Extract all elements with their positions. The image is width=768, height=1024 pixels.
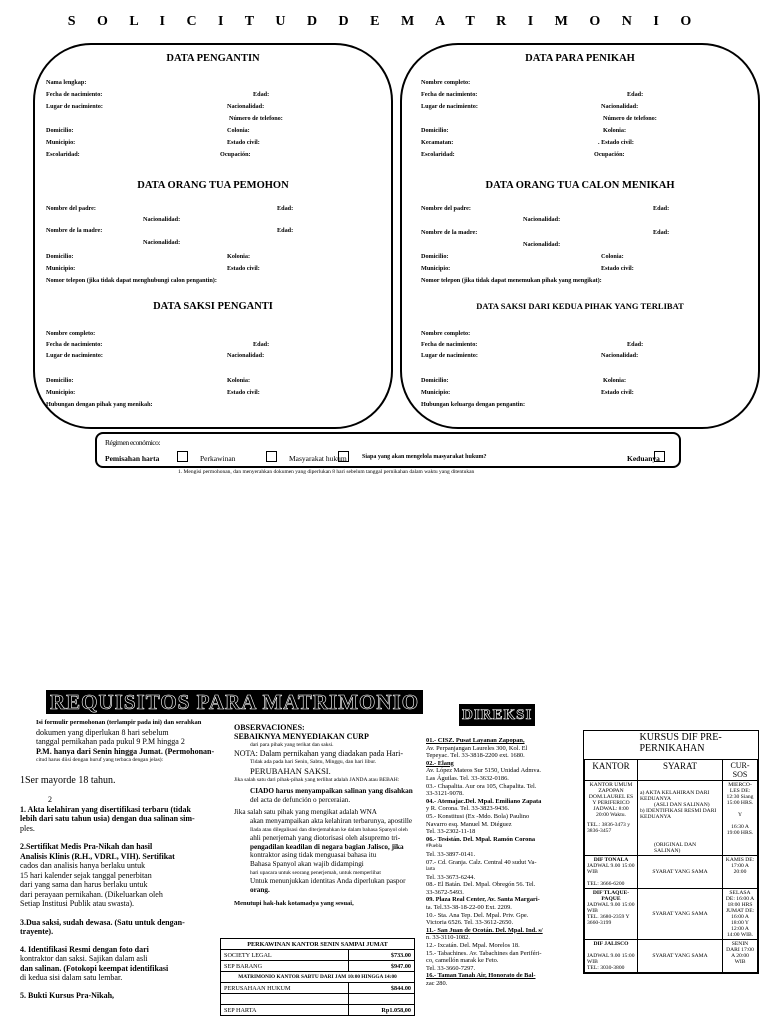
kursus-office-name: DIF TONALA — [593, 857, 629, 863]
price-row — [221, 1004, 414, 1015]
price-name: SEP HARTA — [221, 1005, 349, 1015]
req-line: cados dan analisis hanya berlaku untuk — [20, 861, 146, 870]
obs-line: CIADO harus menyampaikan salinan yang disahkan — [250, 787, 413, 796]
dir-line: Victoria 6526. Tel. 33-3612-2650. — [426, 919, 514, 927]
dir-line: Tel. 33-3673-6244. — [426, 873, 476, 881]
req-line: dokumen yang diperlukan 8 hari sebelum — [36, 727, 169, 737]
field-label: Hubungan keluarga dengan pengantin: — [421, 401, 526, 408]
field-label: Nombre completo: — [421, 330, 471, 337]
right-form-panel — [400, 43, 760, 429]
field-label: Municipio: — [421, 265, 451, 272]
field-label: . Estado civil: — [598, 139, 634, 146]
directions-column — [426, 711, 568, 988]
field-label: Nombre completo: — [421, 79, 471, 86]
field-label: Colonia: — [227, 127, 250, 134]
field-label: Edad: — [253, 341, 270, 348]
kursus-schedule — [723, 781, 758, 856]
dir-line: larta — [426, 867, 435, 873]
kursus-office — [585, 856, 638, 889]
field-label: Kolonia: — [227, 377, 251, 384]
field-label: Estado civil: — [601, 389, 634, 396]
regime-option-label: Masyarakat hukum — [289, 454, 347, 463]
req-line: dari perayaan pernikahan. (Dikeluarkan oleh — [20, 889, 163, 899]
field-label: Edad: — [653, 205, 670, 212]
regime-option-label: Pemisahan harta — [105, 454, 160, 463]
req-line: 1Ser mayorde 18 tahun. — [20, 774, 116, 786]
price-name — [221, 994, 349, 1004]
req-line: 2 — [48, 795, 52, 804]
field-label: Nama lengkap: — [46, 79, 87, 86]
price-name: SEP BARANG — [221, 961, 349, 971]
req-line: 15 hari kalender sejak tanggal penerbitan — [20, 870, 152, 880]
req-line: trayente). — [20, 927, 54, 936]
price-row — [221, 982, 414, 993]
obs-line: akan menyampaikan akta kelahiran terbarunya, apostille — [250, 816, 413, 825]
kursus-req-line: a) AKTA KELAHIRAN DARI KEDUANYA — [640, 790, 710, 802]
price-value: $733.00 — [390, 951, 411, 959]
field-label: Kolonia: — [227, 253, 251, 260]
checkbox-keduanya[interactable] — [654, 451, 665, 462]
kursus-office — [585, 940, 638, 973]
dir-line: Tel. 33-3660-7297. — [426, 964, 476, 972]
field-label: Nacionalidad: — [227, 103, 265, 110]
section-heading-orang-tua: DATA ORANG TUA PEMOHON — [137, 180, 289, 191]
obs-line: kontraktor asing tidak menguasai bahasa itu — [250, 851, 377, 860]
observations-column — [234, 724, 424, 909]
field-label: Edad: — [627, 91, 644, 98]
kursus-office-hours: JADWAL 9.00 15:00 WIB — [587, 863, 635, 875]
dir-line: Av. Perpanjangan Laureles 300, Kol. El — [426, 744, 528, 752]
field-label: Kolonia: — [603, 377, 627, 384]
kursus-office — [585, 781, 638, 856]
field-label: Estado civil: — [227, 139, 260, 146]
field-label: Nombre de la madre: — [421, 229, 478, 236]
dir-line: 15.- Tabachines. Av. Tabachines dan Periféri- — [426, 949, 542, 957]
field-label: Nomor telepon (jika tidak dapat menemukan pihak yang mengikat): — [421, 277, 602, 284]
kursus-requirements: SYARAT YANG SAMA — [638, 856, 723, 889]
requirements-banner-text: REQUISITOS PARA MATRIMONIO — [50, 690, 420, 714]
field-label: Edad: — [653, 229, 670, 236]
field-label: Domicilio: — [46, 377, 74, 384]
field-label: Lugar de nacimiento: — [46, 352, 103, 359]
req-line: 5. Bukti Kursus Pra-Nikah, — [20, 990, 115, 1000]
kursus-office-name: KANTOR UMUM ZAPOPAN DOM.LAUREL ES Y PERIFERICO JADWAL: 8:00 20:00 Waktu. — [588, 782, 634, 818]
kursus-office-name: DIF JALISCO — [593, 941, 629, 947]
field-label: Colonia: — [601, 253, 624, 260]
req-line: citud harus diisi dengan huruf yang terbaca dengan jelas): — [36, 757, 164, 763]
field-label: Domicilio: — [421, 377, 449, 384]
dir-line: 04.- Atemajac.Del. Mpal. Emiliano Zapata — [426, 797, 542, 805]
section-heading-pengantin: DATA PENGANTIN — [166, 53, 260, 64]
field-label: Nacionalidad: — [523, 241, 561, 248]
field-label: Domicilio: — [46, 127, 74, 134]
field-label: Fecha de nacimiento: — [421, 341, 478, 348]
kursus-title: KURSUS DIF PRE-PERNIKAHAN — [639, 732, 722, 754]
obs-line: Untuk menunjukkan identitas Anda diperlukan paspor — [250, 877, 406, 886]
price-row — [221, 960, 414, 971]
field-label: Lugar de nacimiento: — [46, 103, 103, 110]
dir-line: Tepeyac. Tel. 33-3818-2200 ext. 1680. — [426, 752, 525, 760]
dir-line: y R. Corona. Tel. 33-3823-9436. — [426, 805, 510, 813]
field-label: Nacionalidad: — [143, 239, 181, 246]
field-label: Domicilio: — [46, 253, 74, 260]
obs-line: hari upacara untuk seorang penerjemah, untuk memperlihat — [250, 869, 381, 876]
dir-line: Tel. 33-3897-0141. — [426, 850, 476, 858]
req-line: 3.Dua saksi, sudah dewasa. (Satu untuk dengan- — [20, 917, 185, 927]
req-line: 2.Sertifikat Medis Pra-Nikah dan hasil — [20, 842, 153, 851]
req-line: dan salinan. (Fotokopi keempat identifikasi — [20, 963, 169, 973]
kursus-schedule: KAMIS DE: 17:00 A 20:00 — [723, 856, 758, 889]
kursus-office-tel: TEL.: 3836-3473 y 3836-3457 — [587, 822, 631, 834]
price-value: Rp1.058,00 — [381, 1006, 411, 1014]
requirements-banner — [46, 690, 423, 714]
field-label: Escolaridad: — [421, 151, 455, 158]
price-header: MATRIMONIO KANTOR SABTU DARI JAM 10:00 HINGGA 14:00 — [221, 971, 414, 982]
obs-line: NOTA: Dalam pernikahan yang diadakan pada Hari- — [234, 748, 404, 758]
kursus-col-syarat: SYARAT — [638, 760, 723, 781]
field-label: Edad: — [277, 205, 294, 212]
obs-line: Jika salah satu pihak yang mengikat adalah WNA — [234, 808, 377, 817]
kursus-schedule-line: MIERCO-LES DE: 12:30 Siang 15:00 HRS. — [726, 782, 754, 806]
dir-line: 08.- El Batán. Del. Mpal. Obregón 56. Tel. — [426, 881, 536, 889]
kursus-requirements — [638, 781, 723, 856]
field-label: Municipio: — [46, 389, 76, 396]
req-line: Isi formulir permohonan (terlampir pada ini) dan serahkan — [36, 719, 202, 726]
dir-line: n. 33-3110-1082. — [426, 934, 470, 942]
obs-line: del acta de defunción o perceraian. — [250, 795, 351, 804]
kursus-req-line: b) IDENTIFIKASI RESMI DARI KEDUANYA — [640, 808, 717, 820]
field-label: Nacionalidad: — [601, 103, 639, 110]
dir-line: 03.- Chapalita. Aur ora 105, Chapalita. Tel. — [426, 782, 537, 790]
regime-box — [95, 432, 681, 468]
obs-line: Menutupi hak-hak kotamadya yang sesuai, — [234, 900, 354, 908]
price-name: PERUSAHAAN HUKUM — [221, 983, 349, 993]
field-label: Edad: — [253, 91, 270, 98]
field-label: Nombre del padre: — [46, 205, 96, 212]
kursus-req-line: (ORIGINAL DAN SALINAN) — [654, 842, 697, 854]
kursus-office — [585, 889, 638, 940]
field-label: Fecha de nacimiento: — [421, 91, 478, 98]
dir-line: 16.- Taman Tanah Air, Honorato de Bal- — [426, 972, 536, 980]
dir-line: zac 280. — [426, 980, 448, 987]
kursus-office-tel: TEL: 3030-3800 — [587, 965, 625, 971]
req-line: Setiap Institusi Publik atau swasta). — [20, 899, 134, 908]
req-line: Analisis Klinis (R.H., VDRL, VIH). Sertifikat — [20, 851, 175, 861]
price-header: PERKAWINAN KANTOR SENIN SAMPAI JUMAT — [247, 940, 388, 948]
checkbox-perkawinan[interactable] — [266, 451, 277, 462]
field-label: Nombre de la madre: — [46, 227, 103, 234]
field-label: Fecha de nacimiento: — [46, 91, 103, 98]
field-label: Municipio: — [46, 265, 76, 272]
dir-line: #Puebla — [426, 844, 443, 850]
field-label: Nacionalidad: — [143, 216, 181, 223]
kursus-office-tel: TEL: 3666-6200 — [587, 881, 625, 887]
field-label: Estado civil: — [601, 265, 634, 272]
kursus-grid — [584, 731, 758, 973]
dir-line: 33-3672-5493. — [426, 888, 464, 896]
obs-heading: SEBAIKNYA MENYEDIAKAN CURP — [234, 731, 369, 741]
price-row — [221, 993, 414, 1004]
field-label: Kolonia: — [603, 127, 627, 134]
field-label: Ocupación: — [220, 151, 251, 158]
kursus-schedule: SENIN DARI 17:00 A 20:00 WIB — [723, 940, 758, 973]
kursus-requirements: SYARAT YANG SAMA — [638, 889, 723, 940]
footnote: 1. Mengisi permohonan, dan menyerahkan dokumen yang diperlukan 8 hari sebelum tanggal pernikahan dalam waktu yang ditentukan — [178, 469, 475, 475]
field-label: Hubungan dengan pihak yang menikah: — [46, 401, 153, 408]
field-label: Nacionalidad: — [523, 216, 561, 223]
obs-line: Jika salah satu dari pihak-pihak yang terlibat adalah JANDA atau BEBAH: — [234, 776, 400, 783]
dir-line: 02.- Elang — [426, 759, 454, 767]
field-label: Fecha de nacimiento: — [46, 341, 103, 348]
dir-line: 06.- Tesistán. Del. Mpal. Ramón Corona — [426, 835, 536, 843]
kursus-office-name: DIF TLAQUE-PAQUE — [592, 890, 630, 902]
regime-answer: Keduanya — [627, 454, 660, 463]
obs-line: PERUBAHAN SAKSI. — [250, 765, 331, 776]
dir-line: 10.- Sta. Ana Tep. Del. Mpal. Priv. Gpe. — [426, 911, 529, 919]
directions-banner-text: DIREKSI — [462, 707, 533, 723]
field-label: Municipio: — [46, 139, 76, 146]
req-line: dari yang sama dan harus berlaku untuk — [20, 880, 148, 889]
kursus-requirements: SYARAT YANG SAMA — [638, 940, 723, 973]
dir-line: Navarro esq. Manuel M. Diéguez — [426, 820, 512, 828]
dir-line: 07.- Cd. Granja. Calz. Central 40 sudut Va- — [426, 858, 537, 866]
kursus-req-line: (ASLI DAN SALINAN) — [654, 802, 710, 808]
req-line: P.M. hanya dari Senin hingga Jumat. (Permohonan- — [36, 746, 215, 756]
obs-line: orang. — [250, 885, 270, 894]
field-label: Estado civil: — [227, 265, 260, 272]
dir-line: 12.- Ixcatán. Del. Mpal. Morelos 18. — [426, 942, 520, 950]
kursus-col-kantor: KANTOR — [585, 760, 638, 781]
field-label: Municipio: — [421, 389, 451, 396]
field-label: Domicilio: — [421, 253, 449, 260]
obs-line: ahli penerjemah yang diotorisasi oleh alsupremo tri- — [250, 834, 401, 843]
obs-line: Tidak ada pada hari Senin, Sabtu, Minggu, dan hari libur. — [250, 759, 377, 766]
req-line: ples. — [20, 823, 35, 833]
kursus-title-spacer — [585, 731, 638, 760]
req-line: 4. Identifikasi Resmi dengan foto dari — [20, 944, 149, 954]
field-label: Edad: — [627, 341, 644, 348]
kursus-table — [583, 730, 759, 974]
regime-title: Régimen económico: — [105, 438, 160, 447]
obs-line: pengadilan keadilan di negara bagian Jalisco, jika — [250, 842, 404, 851]
field-label: Lugar de nacimiento: — [421, 352, 478, 359]
field-label: Número de telefono: — [229, 115, 283, 122]
kursus-office-hours: JADWAL 9.00 15:00 WIB — [587, 953, 635, 965]
kursus-office-hours: JADWAL 9.00 15:00 WIB — [587, 902, 635, 914]
dir-line: Tel. 33-2302-11-18 — [426, 828, 476, 836]
price-value: $844.00 — [390, 984, 411, 992]
kursus-schedule: SELASA DE: 16:00 A 18:00 HRS JUMAT DE: 16:00 A 18:00 Y 12:00 A 14:00 WIB. — [723, 889, 758, 940]
price-table — [220, 938, 415, 1016]
req-line: 1. Akta kelahiran yang disertifikasi terbaru (tidak — [20, 804, 191, 814]
section-heading-orang-tua: DATA ORANG TUA CALON MENIKAH — [485, 180, 675, 191]
dir-line: 33-3121-9078. — [426, 790, 464, 798]
dir-line: co, camellón marak ke Feto. — [426, 957, 499, 965]
section-heading-para-penikah: DATA PARA PENIKAH — [525, 53, 635, 64]
field-label: Nombre completo: — [46, 330, 96, 337]
field-label: Nomor telepon (jika tidak dapat menghubungi calon pengantin): — [46, 277, 217, 284]
req-line: di kedua sisi dalam satu lembar. — [20, 973, 123, 982]
dir-line: 05.- Konstitusi (Ex -Mdo. Bola) Paulino — [426, 812, 530, 820]
kursus-col-cursos: CUR-SOS — [723, 760, 758, 781]
field-label: Estado civil: — [227, 389, 260, 396]
price-value: $947.00 — [390, 962, 411, 970]
section-heading-saksi: DATA SAKSI PENGANTI — [153, 301, 273, 312]
dir-line: ta. Tel.33-38-18-22-00 Ext. 2209. — [426, 904, 512, 912]
dir-line: 01.- CISZ. Pusat Layanan Zapopan, — [426, 737, 525, 744]
checkbox-pemisahan-harta[interactable] — [177, 451, 188, 462]
section-heading-saksi: DATA SAKSI DARI KEDUA PIHAK YANG TERLIBAT — [476, 301, 684, 311]
obs-line: Ilada atau dilegalisasi dan diterjemahkan ke dalam bahasa Spanyol oleh — [250, 826, 408, 833]
requirements-column — [20, 718, 214, 1000]
req-line: kontraktor dan saksi. Sajikan dalam asli — [20, 954, 148, 963]
price-name: SOCIETY LEGAL — [221, 950, 349, 960]
req-line: lebih dari satu tahun usia) dengan dua salinan sim- — [20, 814, 195, 823]
field-label: Kecamatan: — [421, 139, 454, 146]
obs-heading: OBSERVACIONES: — [234, 723, 305, 732]
dir-line: Las Águilas. Tel. 33-3632-0186. — [426, 774, 509, 782]
dir-line: Av. López Mateos Sur 5150, Unidad Admva. — [426, 767, 542, 775]
field-label: Escolaridad: — [46, 151, 80, 158]
checkbox-masyarakat-hukum[interactable] — [338, 451, 349, 462]
price-row — [221, 949, 414, 960]
req-line: tanggal pernikahan pada pukul 9 P.M hingga 2 — [36, 737, 185, 746]
page-title: S O L I C I T U D D E M A T R I M O N I O — [67, 14, 701, 29]
field-label: Número de telefono: — [603, 115, 657, 122]
kursus-office-tel: TEL. 3680-2359 Y 3660-3199 — [587, 914, 630, 926]
field-label: Ocupación: — [594, 151, 625, 158]
left-form-panel — [33, 43, 393, 429]
kursus-schedule-line: 16:30 A 19:00 HRS. — [726, 824, 754, 836]
regime-option-label: Perkawinan — [200, 454, 236, 463]
regime-question: Siapa yang akan mengelola masyarakat hukum? — [362, 454, 487, 460]
field-label: Edad: — [277, 227, 294, 234]
obs-line: dari para pihak yang terikat dan saksi. — [250, 742, 334, 749]
dir-line: 11.- San Juan de Ocotán. Del. Mpal. Ind. s/ — [426, 926, 543, 934]
field-label: Lugar de nacimiento: — [421, 103, 478, 110]
field-label: Domicilio: — [421, 127, 449, 134]
field-label: Nacionalidad: — [227, 352, 265, 359]
field-label: Nombre del padre: — [421, 205, 471, 212]
kursus-schedule-line: Y — [737, 812, 743, 818]
dir-line: 09. Plaza Real Center, Av. Santa Margari- — [426, 896, 540, 904]
obs-line: Bahasa Spanyol akan wajib didampingi — [250, 859, 364, 868]
field-label: Nacionalidad: — [601, 352, 639, 359]
